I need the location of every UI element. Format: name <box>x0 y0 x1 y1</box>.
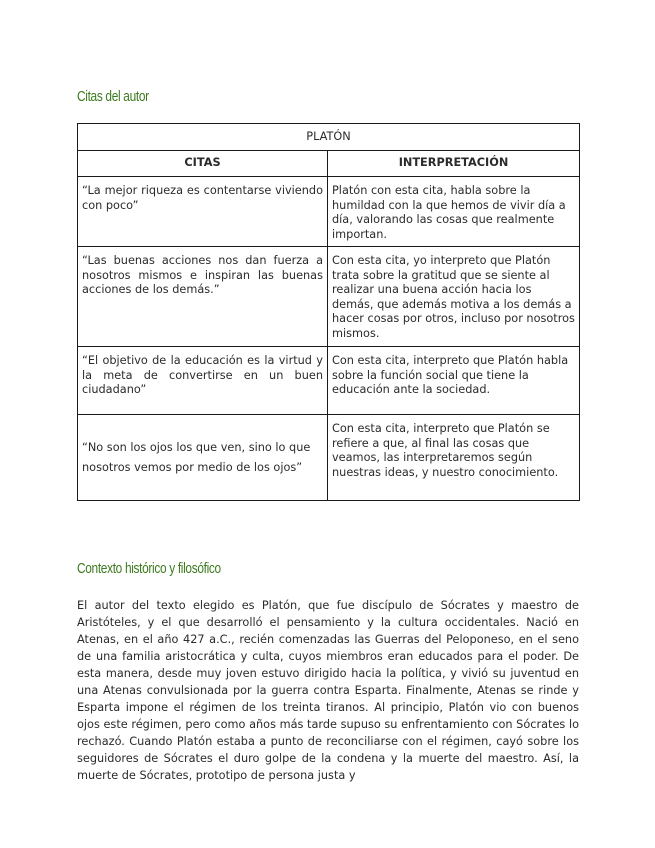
table-row <box>78 347 580 415</box>
quote-cell: “Las buenas acciones nos dan fuerza a nosotros mismos e inspiran las buenas acciones de los demás.” <box>78 247 328 347</box>
interpretation-cell: Con esta cita, interpreto que Platón se refiere a que, al final las cosas que veamos, las interpretaremos según nuestras ideas, y nuestro conocimiento. <box>328 415 580 501</box>
quote-cell: “La mejor riqueza es contentarse viviendo con poco” <box>78 177 328 247</box>
table-row <box>78 415 580 501</box>
quote-cell: “No son los ojos los que ven, sino lo que nosotros vemos por medio de los ojos” <box>78 415 328 501</box>
table-row <box>78 177 580 247</box>
table-title: PLATÓN <box>78 124 580 151</box>
interpretation-cell: Platón con esta cita, habla sobre la humildad con la que hemos de vivir día a día, valorando las cosas que realmente importan. <box>328 177 580 247</box>
quote-cell: “El objetivo de la educación es la virtud y la meta de convertirse en un buen ciudadano” <box>78 347 328 415</box>
interpretation-cell: Con esta cita, yo interpreto que Platón trata sobre la gratitud que se siente al realizar una buena acción hacia los demás, que además motiva a los demás a hacer cosas por otros, incluso por nosotros mismos. <box>328 247 580 347</box>
column-header-quotes: CITAS <box>78 151 328 177</box>
quotes-table <box>77 123 580 501</box>
context-paragraph: El autor del texto elegido es Platón, que fue discípulo de Sócrates y maestro de Aristóteles, y el que desarrolló el pensamiento y la cultura occidentales. Nació en Atenas, en el año 427 a.C., recién comenzadas las Guerras del Peloponeso, en el seno de una familia aristocrática y culta, cuyos miembros eran educados para el poder. De esta manera, desde muy joven estuvo dirigido hacia la política, y vivió su juventud en una Atenas convulsionada por la guerra contra Esparta. Finalmente, Atenas se rinde y Esparta impone el régimen de los treinta tiranos. Al principio, Platón vio con buenos ojos este régimen, pero como años más tarde supuso su enfrentamiento con Sócrates lo rechazó. Cuando Platón estaba a punto de reconciliarse con el régimen, cayó sobre los seguidores de Sócrates el duro golpe de la condena y la muerte del maestro. Así, la muerte de Sócrates, prototipo de persona justa y <box>77 599 579 782</box>
quotes-section-heading: Citas del autor <box>77 89 149 105</box>
interpretation-cell: Con esta cita, interpreto que Platón habla sobre la función social que tiene la educación ante la sociedad. <box>328 347 580 415</box>
column-header-interpretation: INTERPRETACIÓN <box>328 151 580 177</box>
context-section-heading: Contexto histórico y filosófico <box>77 561 221 577</box>
table-row <box>78 247 580 347</box>
